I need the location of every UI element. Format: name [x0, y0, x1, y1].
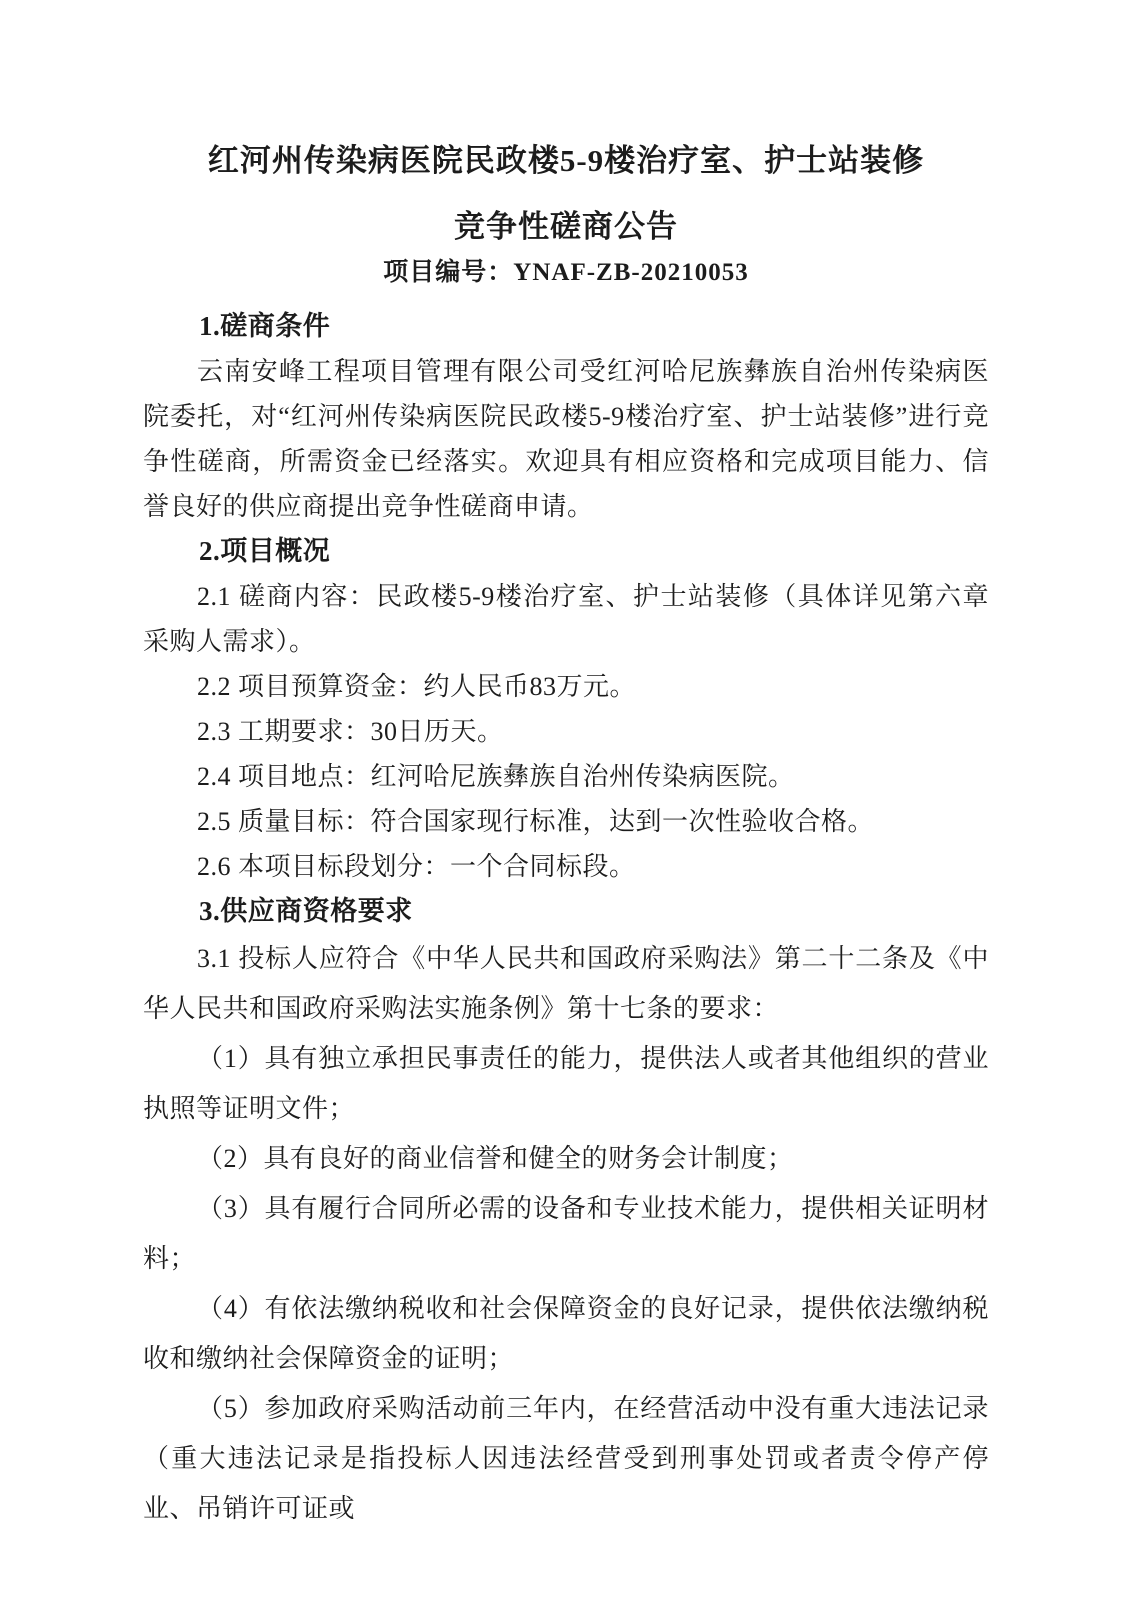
document-title-line1: 红河州传染病医院民政楼5-9楼治疗室、护士站装修	[207, 143, 925, 178]
section-3-subitem-3: （3）具有履行合同所必需的设备和专业技术能力，提供相关证明材料；	[143, 1194, 989, 1273]
section-project-overview	[143, 529, 989, 889]
section-3-heading: 3.供应商资格要求	[199, 896, 413, 926]
section-supplier-qualification	[143, 889, 989, 1534]
project-number: 项目编号：YNAF-ZB-20210053	[383, 259, 749, 286]
section-2-item-2-5: 2.5 质量目标：符合国家现行标准，达到一次性验收合格。	[197, 807, 875, 836]
section-2-item-2-2: 2.2 项目预算资金：约人民币83万元。	[197, 672, 637, 701]
section-1-heading: 1.磋商条件	[199, 311, 331, 341]
section-consultation-conditions	[143, 304, 989, 529]
section-2-item-2-1: 2.1 磋商内容：民政楼5-9楼治疗室、护士站装修（具体详见第六章采购人需求）。	[143, 582, 989, 656]
section-2-heading: 2.项目概况	[199, 536, 331, 566]
section-2-item-2-3: 2.3 工期要求：30日历天。	[197, 717, 504, 746]
section-3-item-3-1: 3.1 投标人应符合《中华人民共和国政府采购法》第二十二条及《中华人民共和国政府采购法实施条例》第十七条的要求：	[143, 944, 989, 1023]
section-3-subitem-2: （2）具有良好的商业信誉和健全的财务会计制度；	[197, 1144, 794, 1173]
section-1-paragraph-1: 云南安峰工程项目管理有限公司受红河哈尼族彝族自治州传染病医院委托，对“红河州传染病医院民政楼5-9楼治疗室、护士站装修”进行竞争性磋商，所需资金已经落实。欢迎具有相应资格和完成项目能力、信誉良好的供应商提出竞争性磋商申请。	[143, 357, 989, 521]
section-3-subitem-5: （5）参加政府采购活动前三年内，在经营活动中没有重大违法记录（重大违法记录是指投标人因违法经营受到刑事处罚或者责令停产停业、吊销许可证或	[143, 1394, 989, 1523]
section-3-subitem-1: （1）具有独立承担民事责任的能力，提供法人或者其他组织的营业执照等证明文件；	[143, 1044, 989, 1123]
section-2-item-2-4: 2.4 项目地点：红河哈尼族彝族自治州传染病医院。	[197, 762, 795, 791]
document-title-line2: 竞争性磋商公告	[454, 209, 678, 244]
section-3-subitem-4: （4）有依法缴纳税收和社会保障资金的良好记录，提供依法缴纳税收和缴纳社会保障资金的证明；	[143, 1294, 989, 1373]
section-2-item-2-6: 2.6 本项目标段划分：一个合同标段。	[197, 852, 636, 881]
